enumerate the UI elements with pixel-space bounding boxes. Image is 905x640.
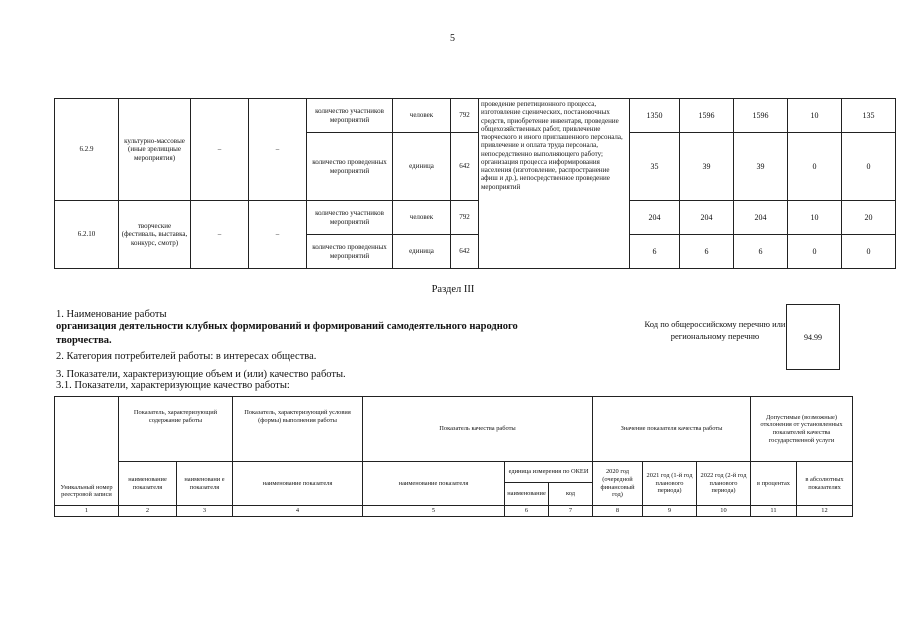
value-2021: 1596 bbox=[680, 99, 734, 133]
value-2022: 6 bbox=[734, 235, 788, 269]
table-header-row bbox=[55, 462, 853, 483]
unit-name: человек bbox=[393, 99, 451, 133]
work-name-label: 1. Наименование работы bbox=[56, 309, 167, 320]
registry-code-label: Код по общероссийскому перечню или региональному перечню bbox=[644, 319, 786, 342]
column-number: 5 bbox=[363, 506, 505, 517]
value-2021: 39 bbox=[680, 133, 734, 201]
header-year-2022: 2022 год (2-й год планового периода) bbox=[697, 462, 751, 506]
unit-code: 642 bbox=[451, 133, 479, 201]
indicator-name: количество участников мероприятий bbox=[307, 99, 393, 133]
table-row bbox=[55, 99, 896, 133]
dash-cell: – bbox=[191, 99, 249, 201]
consumer-category: 2. Категория потребителей работы: в интересах общества. bbox=[56, 351, 317, 362]
value-2021: 6 bbox=[680, 235, 734, 269]
value-2022: 39 bbox=[734, 133, 788, 201]
column-number: 3 bbox=[177, 506, 233, 517]
table-header-row bbox=[55, 397, 853, 462]
dash-cell: – bbox=[191, 201, 249, 269]
value-2021: 204 bbox=[680, 201, 734, 235]
unit-name: человек bbox=[393, 201, 451, 235]
deviation-absolute: 0 bbox=[842, 235, 896, 269]
dash-cell: – bbox=[249, 99, 307, 201]
header-year-2020: 2020 год (очередной финансовый год) bbox=[593, 462, 643, 506]
header-unique-number: Уникальный номер реестровой записи bbox=[55, 397, 119, 506]
deviation-percent: 0 bbox=[788, 235, 842, 269]
unit-code: 642 bbox=[451, 235, 479, 269]
value-2020: 204 bbox=[630, 201, 680, 235]
header-conditions: Показатель, характеризующий условия (формы) выполнения работы bbox=[233, 397, 363, 462]
header-content-name-1: наименование показателя bbox=[119, 462, 177, 506]
column-number: 4 bbox=[233, 506, 363, 517]
header-deviation: Допустимые (возможные) отклонения от установленных показателей качества государственной услуги bbox=[751, 397, 853, 462]
deviation-absolute: 0 bbox=[842, 133, 896, 201]
column-number: 2 bbox=[119, 506, 177, 517]
unit-name: единица bbox=[393, 235, 451, 269]
column-number: 1 bbox=[55, 506, 119, 517]
deviation-percent: 0 bbox=[788, 133, 842, 201]
indicator-name: количество проведенных мероприятий bbox=[307, 133, 393, 201]
value-2022: 204 bbox=[734, 201, 788, 235]
section-title: Раздел III bbox=[431, 284, 475, 295]
value-2022: 1596 bbox=[734, 99, 788, 133]
column-number: 12 bbox=[797, 506, 853, 517]
deviation-absolute: 135 bbox=[842, 99, 896, 133]
column-numbers-row bbox=[55, 506, 853, 517]
header-in-absolute: в абсолютных показателях bbox=[797, 462, 853, 506]
value-2020: 6 bbox=[630, 235, 680, 269]
indicator-name: количество проведенных мероприятий bbox=[307, 235, 393, 269]
unit-code: 792 bbox=[451, 99, 479, 133]
quality-table-continuation bbox=[54, 98, 896, 269]
header-unit-code: код bbox=[549, 483, 593, 506]
record-number: 6.2.10 bbox=[55, 201, 119, 269]
deviation-percent: 10 bbox=[788, 201, 842, 235]
unit-name: единица bbox=[393, 133, 451, 201]
header-values: Значение показателя качества работы bbox=[593, 397, 751, 462]
header-in-percent: в процентах bbox=[751, 462, 797, 506]
work-description: проведение репетиционного процесса, изготовление сценических, постановочных средств, приобретение инвентаря, проведение общехозяйственных работ, привлечение творческого и иного приглашенного персонала, привлечение и оплата труда персонала, непосредственно выполняющего работу; организация процесса информирования населения (изготовление, распространение афиш и др.), непосредственное проведение мероприятий bbox=[479, 99, 630, 269]
deviation-absolute: 20 bbox=[842, 201, 896, 235]
dash-cell: – bbox=[249, 201, 307, 269]
header-quality-name: наименование показателя bbox=[363, 462, 505, 506]
quality-indicators-table bbox=[54, 396, 853, 517]
column-number: 8 bbox=[593, 506, 643, 517]
column-number: 6 bbox=[505, 506, 549, 517]
header-condition-name: наименование показателя bbox=[233, 462, 363, 506]
page-number: 5 bbox=[450, 33, 455, 44]
header-quality: Показатель качества работы bbox=[363, 397, 593, 462]
quality-indicators-heading: 3.1. Показатели, характеризующие качество работы: bbox=[56, 380, 290, 391]
header-content: Показатель, характеризующий содержание работы bbox=[119, 397, 233, 462]
indicators-heading: 3. Показатели, характеризующие объем и (или) качество работы. bbox=[56, 369, 346, 380]
column-number: 9 bbox=[643, 506, 697, 517]
table-row bbox=[55, 201, 896, 235]
value-2020: 1350 bbox=[630, 99, 680, 133]
record-number: 6.2.9 bbox=[55, 99, 119, 201]
column-number: 10 bbox=[697, 506, 751, 517]
header-content-name-2: наименовани е показателя bbox=[177, 462, 233, 506]
content-name: творческие (фестиваль, выставка, конкурс, смотр) bbox=[119, 201, 191, 269]
column-number: 7 bbox=[549, 506, 593, 517]
work-name-line-1: организация деятельности клубных формирований и формирований самодеятельного народного bbox=[56, 321, 518, 332]
header-year-2021: 2021 год (1-й год планового периода) bbox=[643, 462, 697, 506]
header-unit-name: наименование bbox=[505, 483, 549, 506]
unit-code: 792 bbox=[451, 201, 479, 235]
column-number: 11 bbox=[751, 506, 797, 517]
work-name-line-2: творчества. bbox=[56, 335, 112, 346]
indicator-name: количество участников мероприятий bbox=[307, 201, 393, 235]
registry-code-value: 94.99 bbox=[786, 304, 840, 370]
value-2020: 35 bbox=[630, 133, 680, 201]
deviation-percent: 10 bbox=[788, 99, 842, 133]
content-name: культурно-массовые (иные зрелищные мероприятия) bbox=[119, 99, 191, 201]
header-unit: единица измерения по ОКЕИ bbox=[505, 462, 593, 483]
